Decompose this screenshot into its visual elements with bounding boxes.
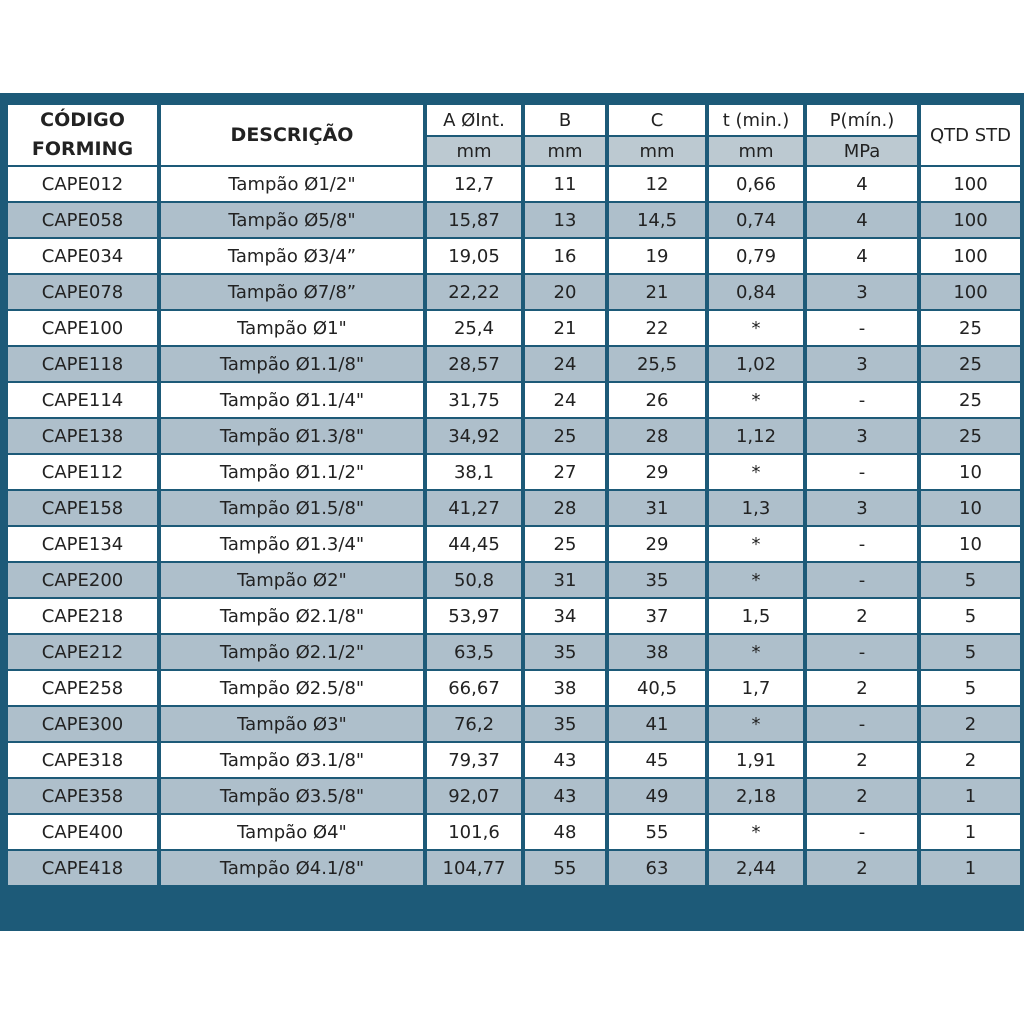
cell-p: 2: [805, 778, 919, 814]
cell-c: 63: [607, 850, 707, 886]
cell-descricao: Tampão Ø3": [159, 706, 425, 742]
cell-a: 38,1: [425, 454, 523, 490]
cell-descricao: Tampão Ø4.1/8": [159, 850, 425, 886]
unit-a: mm: [425, 136, 523, 166]
cell-b: 13: [523, 202, 607, 238]
unit-c: mm: [607, 136, 707, 166]
table-row: [7, 202, 1021, 238]
table-row: [7, 778, 1021, 814]
cell-p: 3: [805, 274, 919, 310]
cell-b: 35: [523, 634, 607, 670]
cell-a: 50,8: [425, 562, 523, 598]
table-frame: [0, 93, 1024, 931]
cell-t: *: [707, 706, 805, 742]
cell-descricao: Tampão Ø2.5/8": [159, 670, 425, 706]
cell-c: 12: [607, 166, 707, 202]
cell-descricao: Tampão Ø1.5/8": [159, 490, 425, 526]
cell-c: 55: [607, 814, 707, 850]
cell-a: 53,97: [425, 598, 523, 634]
cell-b: 55: [523, 850, 607, 886]
cell-descricao: Tampão Ø1.1/2": [159, 454, 425, 490]
header-p: P(mín.): [805, 104, 919, 136]
cell-descricao: Tampão Ø1.3/8": [159, 418, 425, 454]
cell-p: -: [805, 454, 919, 490]
cell-b: 28: [523, 490, 607, 526]
cell-b: 11: [523, 166, 607, 202]
cell-b: 43: [523, 742, 607, 778]
cell-t: 0,79: [707, 238, 805, 274]
cell-a: 34,92: [425, 418, 523, 454]
cell-descricao: Tampão Ø3.1/8": [159, 742, 425, 778]
cell-p: -: [805, 634, 919, 670]
cell-c: 38: [607, 634, 707, 670]
cell-b: 20: [523, 274, 607, 310]
cell-b: 31: [523, 562, 607, 598]
cell-b: 38: [523, 670, 607, 706]
cell-codigo: CAPE112: [7, 454, 159, 490]
cell-t: *: [707, 634, 805, 670]
cell-descricao: Tampão Ø2.1/8": [159, 598, 425, 634]
header-t: t (min.): [707, 104, 805, 136]
cell-c: 29: [607, 526, 707, 562]
cell-qtd: 5: [919, 634, 1021, 670]
cell-c: 21: [607, 274, 707, 310]
cell-b: 35: [523, 706, 607, 742]
unit-p: MPa: [805, 136, 919, 166]
cell-t: 0,84: [707, 274, 805, 310]
cell-descricao: Tampão Ø2": [159, 562, 425, 598]
cell-t: 1,3: [707, 490, 805, 526]
cell-codigo: CAPE134: [7, 526, 159, 562]
cell-c: 19: [607, 238, 707, 274]
cell-p: -: [805, 814, 919, 850]
cell-a: 25,4: [425, 310, 523, 346]
unit-b: mm: [523, 136, 607, 166]
cell-descricao: Tampão Ø1.1/8": [159, 346, 425, 382]
header-descricao: DESCRIÇÃO: [159, 104, 425, 166]
cell-t: *: [707, 562, 805, 598]
cell-a: 44,45: [425, 526, 523, 562]
cell-a: 12,7: [425, 166, 523, 202]
cell-a: 76,2: [425, 706, 523, 742]
cell-c: 29: [607, 454, 707, 490]
cell-c: 14,5: [607, 202, 707, 238]
table-row: [7, 274, 1021, 310]
product-spec-table: [6, 103, 1022, 887]
cell-t: 1,7: [707, 670, 805, 706]
cell-t: 0,74: [707, 202, 805, 238]
cell-p: -: [805, 310, 919, 346]
cell-b: 27: [523, 454, 607, 490]
cell-qtd: 1: [919, 850, 1021, 886]
cell-codigo: CAPE218: [7, 598, 159, 634]
table-row: [7, 562, 1021, 598]
cell-qtd: 25: [919, 346, 1021, 382]
table-row: [7, 634, 1021, 670]
cell-t: *: [707, 454, 805, 490]
cell-codigo: CAPE300: [7, 706, 159, 742]
cell-codigo: CAPE118: [7, 346, 159, 382]
cell-p: 2: [805, 598, 919, 634]
table-row: [7, 742, 1021, 778]
cell-descricao: Tampão Ø1.3/4": [159, 526, 425, 562]
header-a: A ØInt.: [425, 104, 523, 136]
cell-a: 101,6: [425, 814, 523, 850]
table-row: [7, 418, 1021, 454]
cell-a: 28,57: [425, 346, 523, 382]
cell-a: 31,75: [425, 382, 523, 418]
cell-b: 16: [523, 238, 607, 274]
cell-t: 1,5: [707, 598, 805, 634]
header-qtd: QTD STD: [919, 104, 1021, 166]
header-codigo: CÓDIGO FORMING: [7, 104, 159, 166]
cell-qtd: 25: [919, 418, 1021, 454]
cell-t: 0,66: [707, 166, 805, 202]
table-row: [7, 526, 1021, 562]
cell-t: 1,12: [707, 418, 805, 454]
cell-codigo: CAPE012: [7, 166, 159, 202]
cell-a: 19,05: [425, 238, 523, 274]
cell-qtd: 1: [919, 814, 1021, 850]
cell-p: 3: [805, 346, 919, 382]
table-row: [7, 670, 1021, 706]
cell-t: *: [707, 382, 805, 418]
unit-t: mm: [707, 136, 805, 166]
cell-b: 25: [523, 418, 607, 454]
cell-p: 3: [805, 418, 919, 454]
cell-t: *: [707, 814, 805, 850]
cell-qtd: 25: [919, 382, 1021, 418]
table-row: [7, 706, 1021, 742]
cell-c: 40,5: [607, 670, 707, 706]
cell-b: 24: [523, 346, 607, 382]
cell-codigo: CAPE318: [7, 742, 159, 778]
cell-qtd: 1: [919, 778, 1021, 814]
cell-descricao: Tampão Ø1.1/4": [159, 382, 425, 418]
cell-c: 35: [607, 562, 707, 598]
cell-a: 66,67: [425, 670, 523, 706]
table-body: [7, 166, 1021, 886]
cell-p: -: [805, 706, 919, 742]
cell-t: 1,91: [707, 742, 805, 778]
cell-t: 2,18: [707, 778, 805, 814]
cell-p: -: [805, 382, 919, 418]
cell-qtd: 5: [919, 670, 1021, 706]
cell-c: 45: [607, 742, 707, 778]
cell-a: 79,37: [425, 742, 523, 778]
cell-c: 26: [607, 382, 707, 418]
cell-a: 22,22: [425, 274, 523, 310]
cell-b: 24: [523, 382, 607, 418]
cell-b: 21: [523, 310, 607, 346]
cell-descricao: Tampão Ø3/4”: [159, 238, 425, 274]
cell-qtd: 10: [919, 490, 1021, 526]
cell-descricao: Tampão Ø1": [159, 310, 425, 346]
table-row: [7, 166, 1021, 202]
cell-c: 22: [607, 310, 707, 346]
table-row: [7, 346, 1021, 382]
cell-t: *: [707, 310, 805, 346]
cell-descricao: Tampão Ø2.1/2": [159, 634, 425, 670]
cell-p: 4: [805, 166, 919, 202]
cell-codigo: CAPE034: [7, 238, 159, 274]
cell-codigo: CAPE212: [7, 634, 159, 670]
cell-codigo: CAPE158: [7, 490, 159, 526]
cell-descricao: Tampão Ø7/8”: [159, 274, 425, 310]
cell-codigo: CAPE418: [7, 850, 159, 886]
cell-a: 104,77: [425, 850, 523, 886]
cell-c: 28: [607, 418, 707, 454]
cell-p: 2: [805, 742, 919, 778]
cell-qtd: 5: [919, 598, 1021, 634]
cell-t: *: [707, 526, 805, 562]
cell-qtd: 10: [919, 454, 1021, 490]
table-row: [7, 490, 1021, 526]
cell-qtd: 100: [919, 238, 1021, 274]
table-row: [7, 454, 1021, 490]
cell-descricao: Tampão Ø1/2": [159, 166, 425, 202]
cell-c: 41: [607, 706, 707, 742]
cell-b: 25: [523, 526, 607, 562]
cell-c: 49: [607, 778, 707, 814]
cell-codigo: CAPE100: [7, 310, 159, 346]
cell-codigo: CAPE358: [7, 778, 159, 814]
cell-b: 43: [523, 778, 607, 814]
cell-qtd: 10: [919, 526, 1021, 562]
cell-c: 25,5: [607, 346, 707, 382]
header-c: C: [607, 104, 707, 136]
cell-t: 1,02: [707, 346, 805, 382]
cell-p: 4: [805, 202, 919, 238]
cell-p: -: [805, 526, 919, 562]
cell-qtd: 25: [919, 310, 1021, 346]
cell-a: 41,27: [425, 490, 523, 526]
cell-qtd: 5: [919, 562, 1021, 598]
cell-p: 2: [805, 670, 919, 706]
cell-a: 63,5: [425, 634, 523, 670]
cell-codigo: CAPE058: [7, 202, 159, 238]
cell-qtd: 100: [919, 166, 1021, 202]
cell-descricao: Tampão Ø5/8": [159, 202, 425, 238]
cell-qtd: 2: [919, 742, 1021, 778]
cell-a: 15,87: [425, 202, 523, 238]
cell-qtd: 2: [919, 706, 1021, 742]
table-row: [7, 814, 1021, 850]
cell-descricao: Tampão Ø3.5/8": [159, 778, 425, 814]
cell-c: 31: [607, 490, 707, 526]
cell-qtd: 100: [919, 274, 1021, 310]
table-row: [7, 238, 1021, 274]
table-row: [7, 598, 1021, 634]
table-row: [7, 850, 1021, 886]
cell-b: 48: [523, 814, 607, 850]
table-row: [7, 382, 1021, 418]
cell-t: 2,44: [707, 850, 805, 886]
cell-codigo: CAPE200: [7, 562, 159, 598]
cell-codigo: CAPE400: [7, 814, 159, 850]
cell-descricao: Tampão Ø4": [159, 814, 425, 850]
table-row: [7, 310, 1021, 346]
cell-c: 37: [607, 598, 707, 634]
cell-codigo: CAPE114: [7, 382, 159, 418]
cell-codigo: CAPE078: [7, 274, 159, 310]
cell-p: 3: [805, 490, 919, 526]
cell-codigo: CAPE138: [7, 418, 159, 454]
cell-p: 4: [805, 238, 919, 274]
cell-p: 2: [805, 850, 919, 886]
header-b: B: [523, 104, 607, 136]
cell-p: -: [805, 562, 919, 598]
cell-a: 92,07: [425, 778, 523, 814]
cell-qtd: 100: [919, 202, 1021, 238]
cell-b: 34: [523, 598, 607, 634]
cell-codigo: CAPE258: [7, 670, 159, 706]
